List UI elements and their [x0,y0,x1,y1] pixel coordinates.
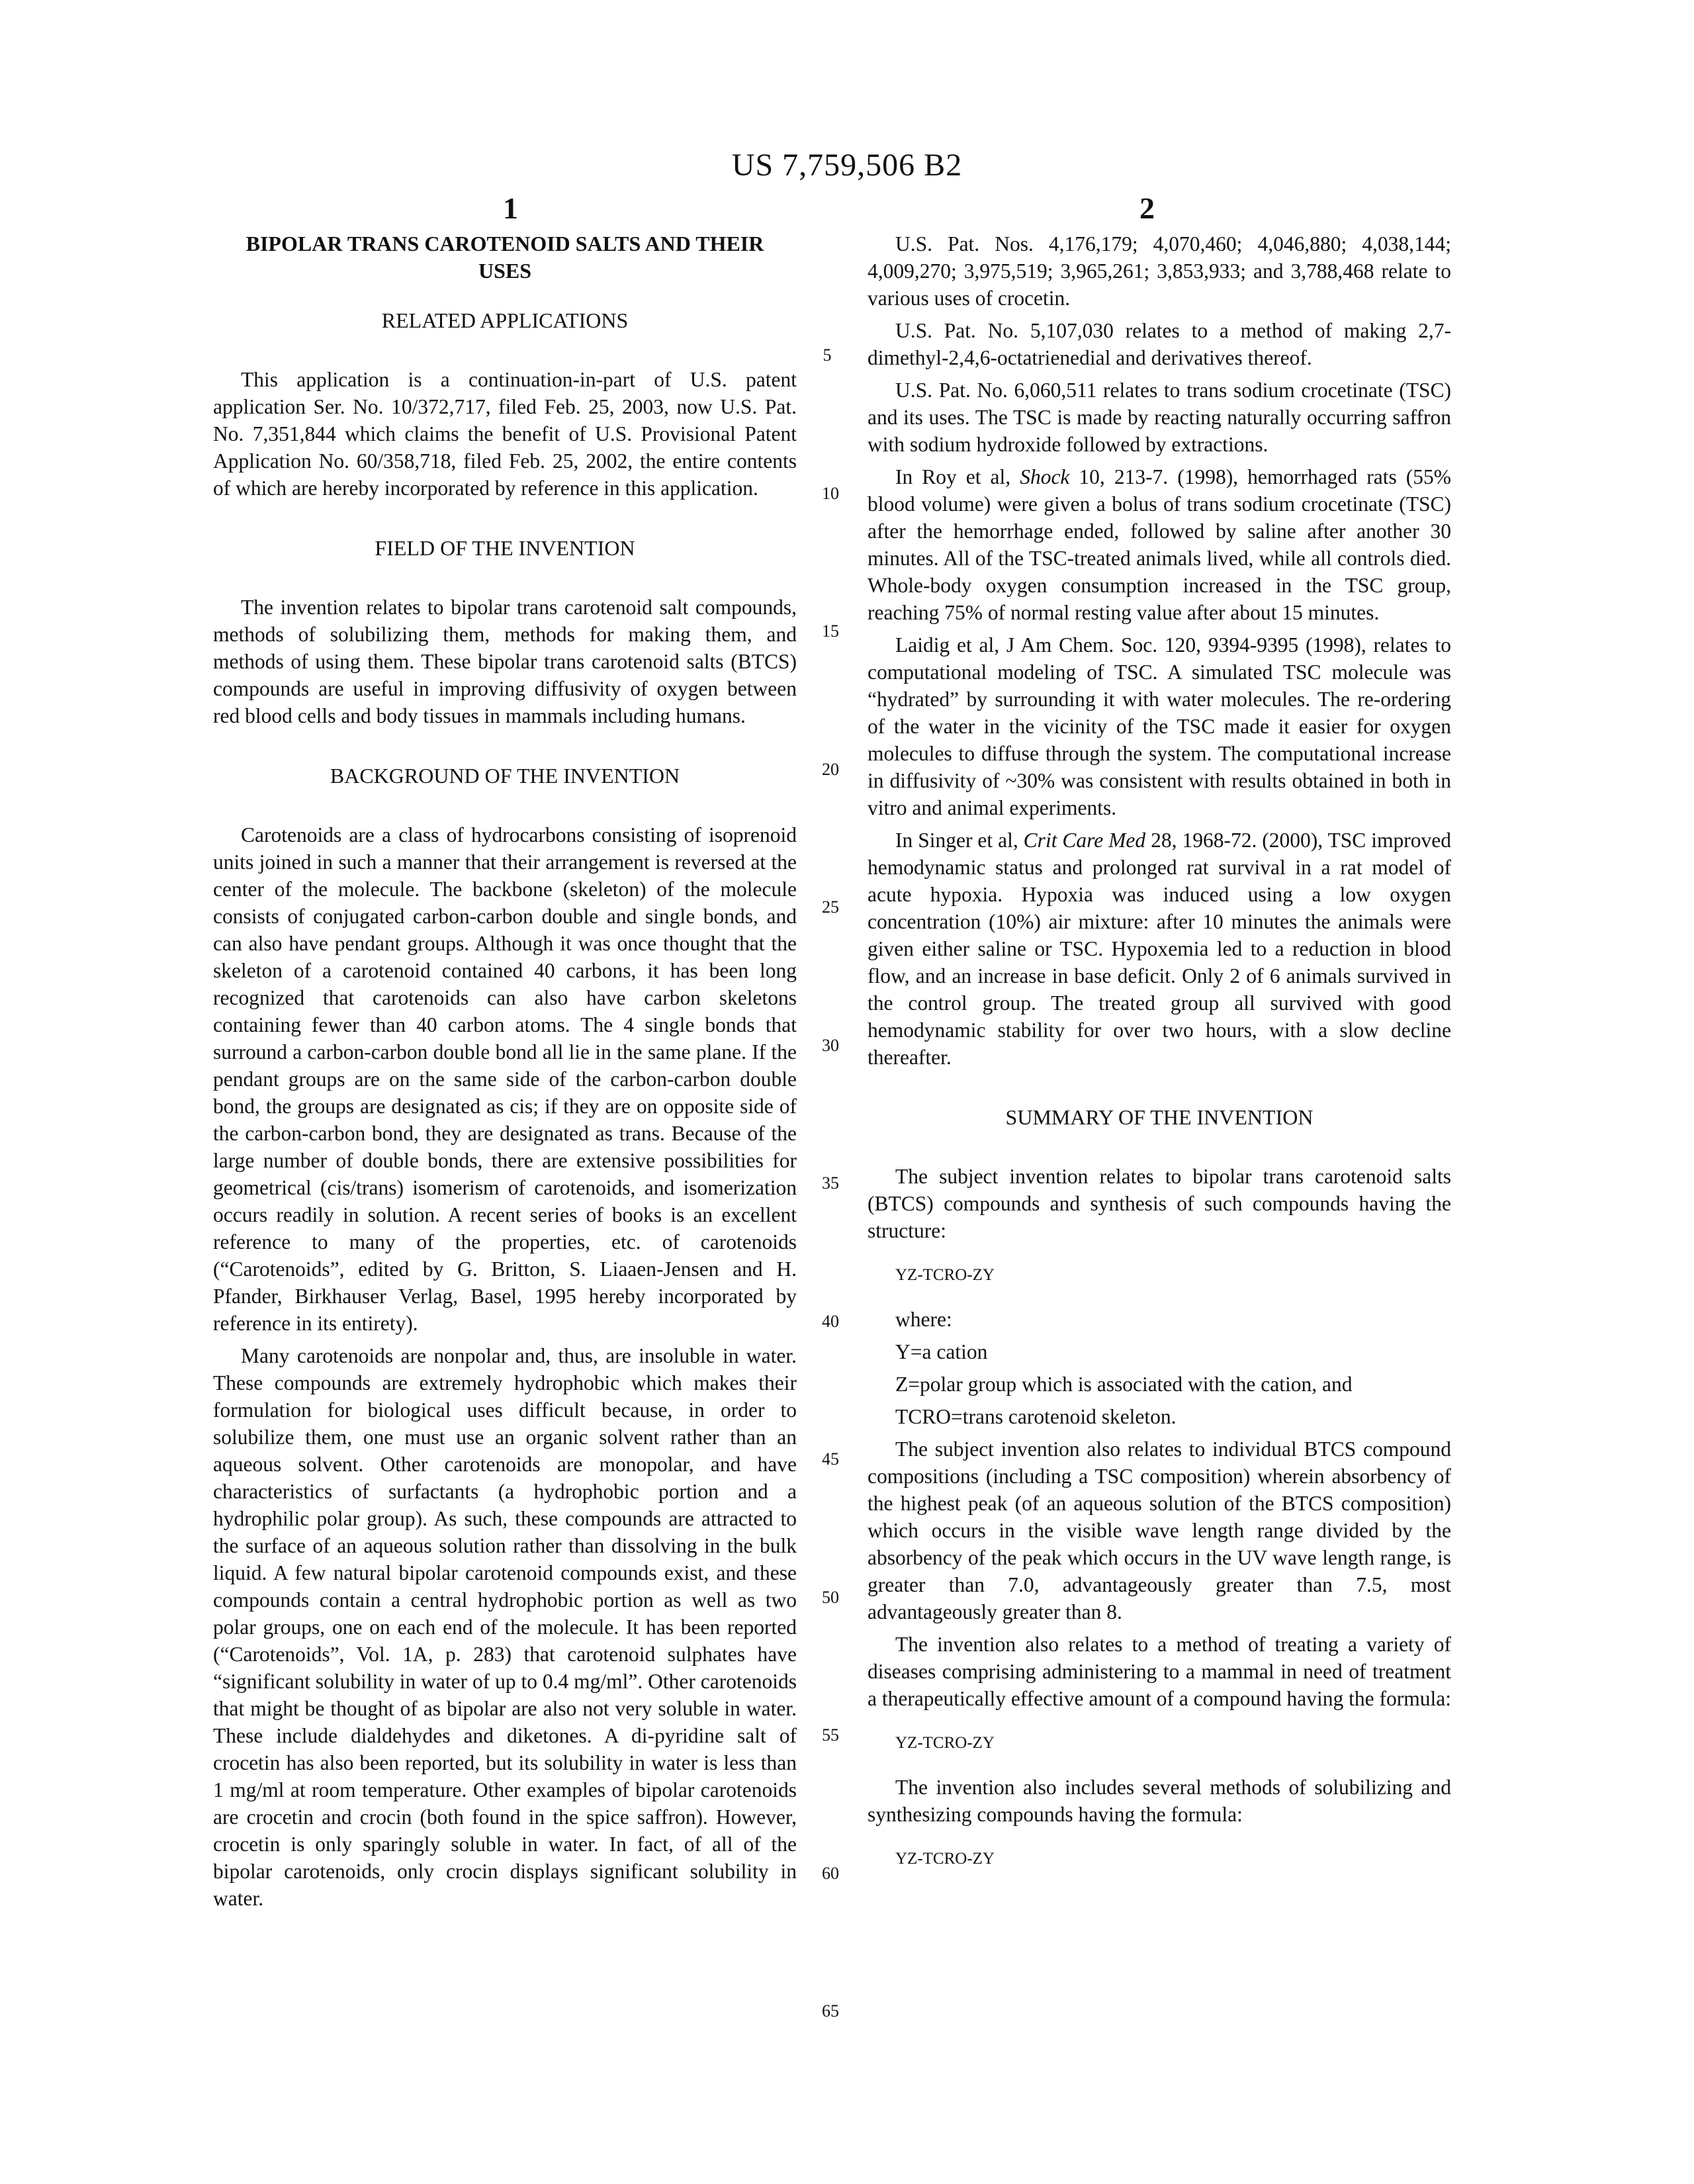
summary-paragraph: The invention also relates to a method of treating a variety of diseases comprising administering to a mammal in need of treatment a therapeutically effective amount of a compound having the formula: [868,1631,1451,1712]
line-number: 5 [807,345,847,365]
definition-where: where: [895,1306,1451,1333]
patent-number: US 7,759,506 B2 [0,147,1694,183]
line-number: 50 [811,1588,850,1608]
related-applications-heading: RELATED APPLICATIONS [213,307,797,334]
line-number: 35 [811,1173,850,1193]
line-number: 60 [811,1864,850,1884]
chemical-formula: YZ-TCRO-ZY [895,1261,1451,1289]
line-number: 55 [811,1725,850,1745]
definition-y: Y=a cation [895,1338,1451,1365]
line-number: 30 [811,1036,850,1056]
right-column [868,230,1451,1889]
summary-paragraph: The subject invention relates to bipolar trans carotenoid salts (BTCS) compounds and synthesis of such compounds having the structure: [868,1163,1451,1244]
line-number: 10 [811,484,850,504]
column-number-left: 1 [503,191,518,226]
line-number: 20 [811,760,850,780]
chemical-formula: YZ-TCRO-ZY [895,1845,1451,1872]
summary-paragraph: The subject invention also relates to individual BTCS compound compositions (including a TSC composition) wherein absorbency of the highest peak (of an aqueous solution of the BTCS composition) which occurs in the visible wave length range divided by the absorbency of the peak which occurs in the UV wave length range, is greater than 7.0, advantageously greater than 7.5, most advantageously greater than 8. [868,1435,1451,1625]
summary-paragraph: The invention also includes several methods of solubilizing and synthesizing compounds having the formula: [868,1774,1451,1828]
left-column [213,230,797,1912]
document-title: BIPOLAR TRANS CAROTENOID SALTS AND THEIR USES [226,230,783,285]
prior-art-paragraph: Laidig et al, J Am Chem. Soc. 120, 9394-9395 (1998), relates to computational modeling of TSC. A simulated TSC molecule was “hydrated” by surrounding it with water molecules. The re-ordering of the water in the vicinity of the TSC made it easier for oxygen molecules to diffuse through the system. The computational increase in diffusivity of ~30% was consistent with results obtained in both in vitro and animal experiments. [868,631,1451,821]
background-paragraph: Many carotenoids are nonpolar and, thus, are insoluble in water. These compounds are extremely hydrophobic which makes their formulation for biological uses difficult because, in order to solubilize them, one must use an organic solvent rather than an aqueous solvent. Other carotenoids are monopolar, and have characteristics of surfactants (a hydrophobic portion and a hydrophilic polar group). As such, these compounds are attracted to the surface of an aqueous solution rather than dissolving in the bulk liquid. A few natural bipolar carotenoid compounds exist, and these compounds contain a central hydrophobic portion as well as two polar groups, one on each end of the molecule. It has been reported (“Carotenoids”, Vol. 1A, p. 283) that carotenoid sulphates have “significant solubility in water of up to 0.4 mg/ml”. Other carotenoids that might be thought of as bipolar are also not very soluble in water. These include dialdehydes and diketones. A di-pyridine salt of crocetin has also been reported, but its solubility in water is less than 1 mg/ml at room temperature. Other examples of bipolar carotenoids are crocetin and crocin (both found in the spice saffron). However, crocetin is only sparingly soluble in water. In fact, of all of the bipolar carotenoids, only crocin displays significant solubility in water. [213,1342,797,1912]
journal-name: Crit Care Med [1024,829,1146,852]
line-number: 45 [811,1449,850,1469]
line-number: 25 [811,897,850,917]
field-heading: FIELD OF THE INVENTION [213,535,797,562]
definition-tcro: TCRO=trans carotenoid skeleton. [895,1403,1451,1430]
line-number: 15 [811,621,850,641]
line-number: 40 [811,1312,850,1332]
column-number-right: 2 [1139,191,1155,226]
prior-art-paragraph: U.S. Pat. Nos. 4,176,179; 4,070,460; 4,046,880; 4,038,144; 4,009,270; 3,975,519; 3,965,261; 3,853,933; and 3,788,468 relate to various uses of crocetin. [868,230,1451,312]
background-paragraph: Carotenoids are a class of hydrocarbons consisting of isoprenoid units joined in such a manner that their arrangement is reversed at the center of the molecule. The backbone (skeleton) of the molecule consists of conjugated carbon-carbon double and single bonds, and can also have pendant groups. Although it was once thought that the skeleton of a carotenoid contained 40 carbons, it has been long recognized that carotenoids can also have carbon skeletons containing fewer than 40 carbon atoms. The 4 single bonds that surround a carbon-carbon double bond all lie in the same plane. If the pendant groups are on the same side of the carbon-carbon double bond, the groups are designated as cis; if they are on opposite side of the carbon-carbon bond, they are designated as trans. Because of the large number of double bonds, there are extensive possibilities for geometrical (cis/trans) isomerism of carotenoids, and isomerization occurs readily in solution. A recent series of books is an excellent reference to many of the properties, etc. of carotenoids (“Carotenoids”, edited by G. Britton, S. Liaaen-Jensen and H. Pfander, Birkhauser Verlag, Basel, 1995 hereby incorporated by reference in its entirety). [213,821,797,1337]
chemical-formula: YZ-TCRO-ZY [895,1729,1451,1756]
prior-art-paragraph: U.S. Pat. No. 5,107,030 relates to a method of making 2,7-dimethyl-2,4,6-octatrienedial and derivatives thereof. [868,317,1451,371]
line-number: 65 [811,2001,850,2021]
prior-art-paragraph: U.S. Pat. No. 6,060,511 relates to trans sodium crocetinate (TSC) and its uses. The TSC is made by reacting naturally occurring saffron with sodium hydroxide followed by extractions. [868,377,1451,458]
journal-name: Shock [1020,465,1069,488]
definition-z: Z=polar group which is associated with the cation, and [895,1371,1451,1398]
background-heading: BACKGROUND OF THE INVENTION [213,762,797,790]
prior-art-paragraph: In Roy et al, Shock 10, 213-7. (1998), hemorrhaged rats (55% blood volume) were given a bolus of trans sodium crocetinate (TSC) after the hemorrhage ended, followed by saline after another 30 minutes. All of the TSC-treated animals lived, while all controls died. Whole-body oxygen consumption increased in the TSC group, reaching 75% of normal resting value after about 15 minutes. [868,463,1451,626]
summary-heading: SUMMARY OF THE INVENTION [868,1104,1451,1131]
field-text: The invention relates to bipolar trans carotenoid salt compounds, methods of solubilizing them, methods for making them, and methods of using them. These bipolar trans carotenoid salts (BTCS) compounds are useful in improving diffusivity of oxygen between red blood cells and body tissues in mammals including humans. [213,594,797,729]
related-applications-text: This application is a continuation-in-part of U.S. patent application Ser. No. 10/372,717, filed Feb. 25, 2003, now U.S. Pat. No. 7,351,844 which claims the benefit of U.S. Provisional Patent Application No. 60/358,718, filed Feb. 25, 2002, the entire contents of which are hereby incorporated by reference in this application. [213,366,797,502]
prior-art-paragraph: In Singer et al, Crit Care Med 28, 1968-72. (2000), TSC improved hemodynamic status and prolonged rat survival in a rat model of acute hypoxia. Hypoxia was induced using a low oxygen concentration (10%) air mixture: after 10 minutes the animals were given either saline or TSC. Hypoxemia led to a reduction in blood flow, and an increase in base deficit. Only 2 of 6 animals survived in the control group. The treated group all survived with good hemodynamic stability for over two hours, with a slow decline thereafter. [868,827,1451,1071]
